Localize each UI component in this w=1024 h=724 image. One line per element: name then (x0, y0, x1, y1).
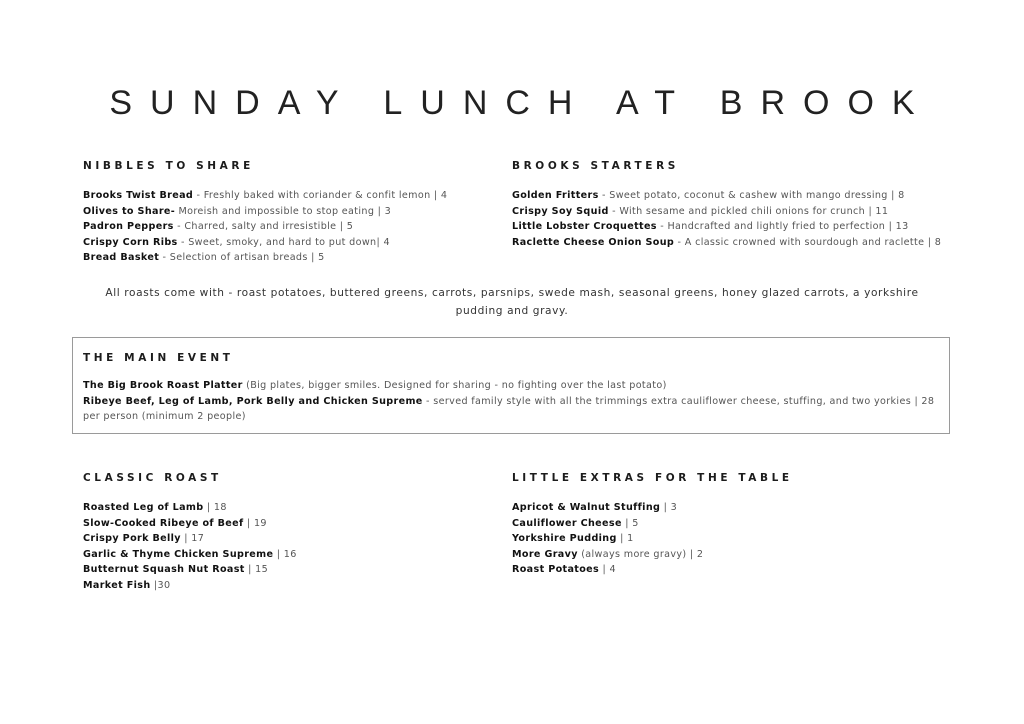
page-title: SUNDAY LUNCH AT BROOK (109, 84, 933, 122)
menu-item (83, 204, 447, 220)
menu-item (512, 516, 793, 532)
item-desc: - Sweet, smoky, and hard to put down| 4 (177, 236, 390, 248)
section-extras (512, 472, 793, 578)
item-desc: - Charred, salty and irresistible | 5 (173, 221, 354, 233)
item-price: | 1 (616, 533, 634, 545)
item-name: Crispy Pork Belly (83, 533, 181, 545)
menu-item (83, 500, 297, 516)
roast-accompaniments-note: All roasts come with - roast potatoes, buttered greens, carrots, parsnips, swede mash, seasonal greens, honey glazed carrots, a yorkshire pudding and gravy. (105, 287, 919, 317)
item-price: | 15 (244, 564, 269, 576)
item-desc: (Big plates, bigger smiles. Designed for sharing - no fighting over the last potato) (242, 380, 667, 391)
menu-item (512, 219, 941, 235)
item-name: More Gravy (512, 548, 578, 560)
item-desc: - Handcrafted and lightly fried to perfection | 13 (656, 221, 909, 233)
item-desc: - Freshly baked with coriander & confit lemon | 4 (193, 190, 448, 201)
item-name: Ribeye Beef, Leg of Lamb, Pork Belly and Chicken Supreme (83, 395, 423, 407)
item-price: | 16 (273, 548, 297, 560)
item-name: Apricot & Walnut Stuffing (512, 502, 661, 513)
menu-item (512, 235, 941, 251)
section-nibbles (83, 160, 447, 266)
item-name: Padron Peppers (83, 221, 174, 233)
menu-item (83, 378, 939, 394)
item-name: Yorkshire Pudding (512, 533, 617, 545)
item-name: Golden Fritters (512, 190, 599, 201)
item-name: Garlic & Thyme Chicken Supreme (83, 548, 274, 560)
item-name: Roasted Leg of Lamb (83, 502, 204, 513)
item-desc: - served family style with all the trimmings extra cauliflower cheese, stuffing, and two yorkies | 28 per person (minimum 2 people) (83, 395, 935, 423)
section-classic-roast (83, 472, 297, 594)
section-main-event (72, 337, 950, 434)
item-name: The Big Brook Roast Platter (83, 380, 243, 391)
item-desc: - A classic crowned with sourdough and raclette | 8 (674, 236, 942, 248)
item-name: Butternut Squash Nut Roast (83, 564, 245, 576)
item-name: Crispy Corn Ribs (83, 236, 178, 248)
item-desc: - Sweet potato, coconut & cashew with mango dressing | 8 (598, 190, 905, 201)
item-price: | 5 (621, 517, 639, 529)
menu-item (83, 394, 939, 425)
item-name: Brooks Twist Bread (83, 190, 194, 201)
item-name: Raclette Cheese Onion Soup (512, 236, 675, 248)
item-name: Olives to Share- (83, 205, 176, 217)
menu-item (83, 547, 297, 563)
section-heading: CLASSIC ROAST (83, 472, 222, 484)
menu-item (83, 219, 447, 235)
item-name: Cauliflower Cheese (512, 517, 622, 529)
item-name: Slow-Cooked Ribeye of Beef (83, 517, 244, 529)
item-name: Roast Potatoes (512, 564, 600, 576)
menu-item (83, 250, 447, 266)
item-price: | 19 (243, 517, 267, 529)
item-desc: - Selection of artisan breads | 5 (159, 252, 325, 264)
section-starters (512, 160, 941, 250)
item-desc: Moreish and impossible to stop eating | 3 (175, 205, 392, 217)
menu-item (83, 188, 447, 204)
menu-item (512, 188, 941, 204)
menu-item (512, 562, 793, 578)
item-name: Little Lobster Croquettes (512, 221, 657, 233)
menu-item (512, 531, 793, 547)
menu-item (83, 562, 297, 578)
item-desc: - With sesame and pickled chili onions for crunch | 11 (608, 205, 889, 217)
menu-item (83, 235, 447, 251)
item-price: | 17 (180, 533, 205, 545)
section-heading: THE MAIN EVENT (83, 352, 234, 364)
item-name: Crispy Soy Squid (512, 205, 609, 217)
menu-item (512, 500, 793, 516)
item-name: Bread Basket (83, 252, 160, 264)
menu-item (83, 531, 297, 547)
item-name: Market Fish (83, 579, 151, 591)
section-heading: BROOKS STARTERS (512, 160, 679, 172)
item-price: |30 (150, 579, 171, 591)
item-price: | 18 (203, 502, 227, 513)
section-heading: NIBBLES TO SHARE (83, 160, 254, 172)
menu-item (83, 516, 297, 532)
menu-item (83, 578, 297, 594)
section-heading: LITTLE EXTRAS FOR THE TABLE (512, 472, 793, 484)
item-price: | 4 (599, 564, 616, 576)
menu-item (512, 204, 941, 220)
menu-item (512, 547, 793, 563)
item-price: (always more gravy) | 2 (577, 548, 704, 560)
item-price: | 3 (660, 502, 678, 513)
